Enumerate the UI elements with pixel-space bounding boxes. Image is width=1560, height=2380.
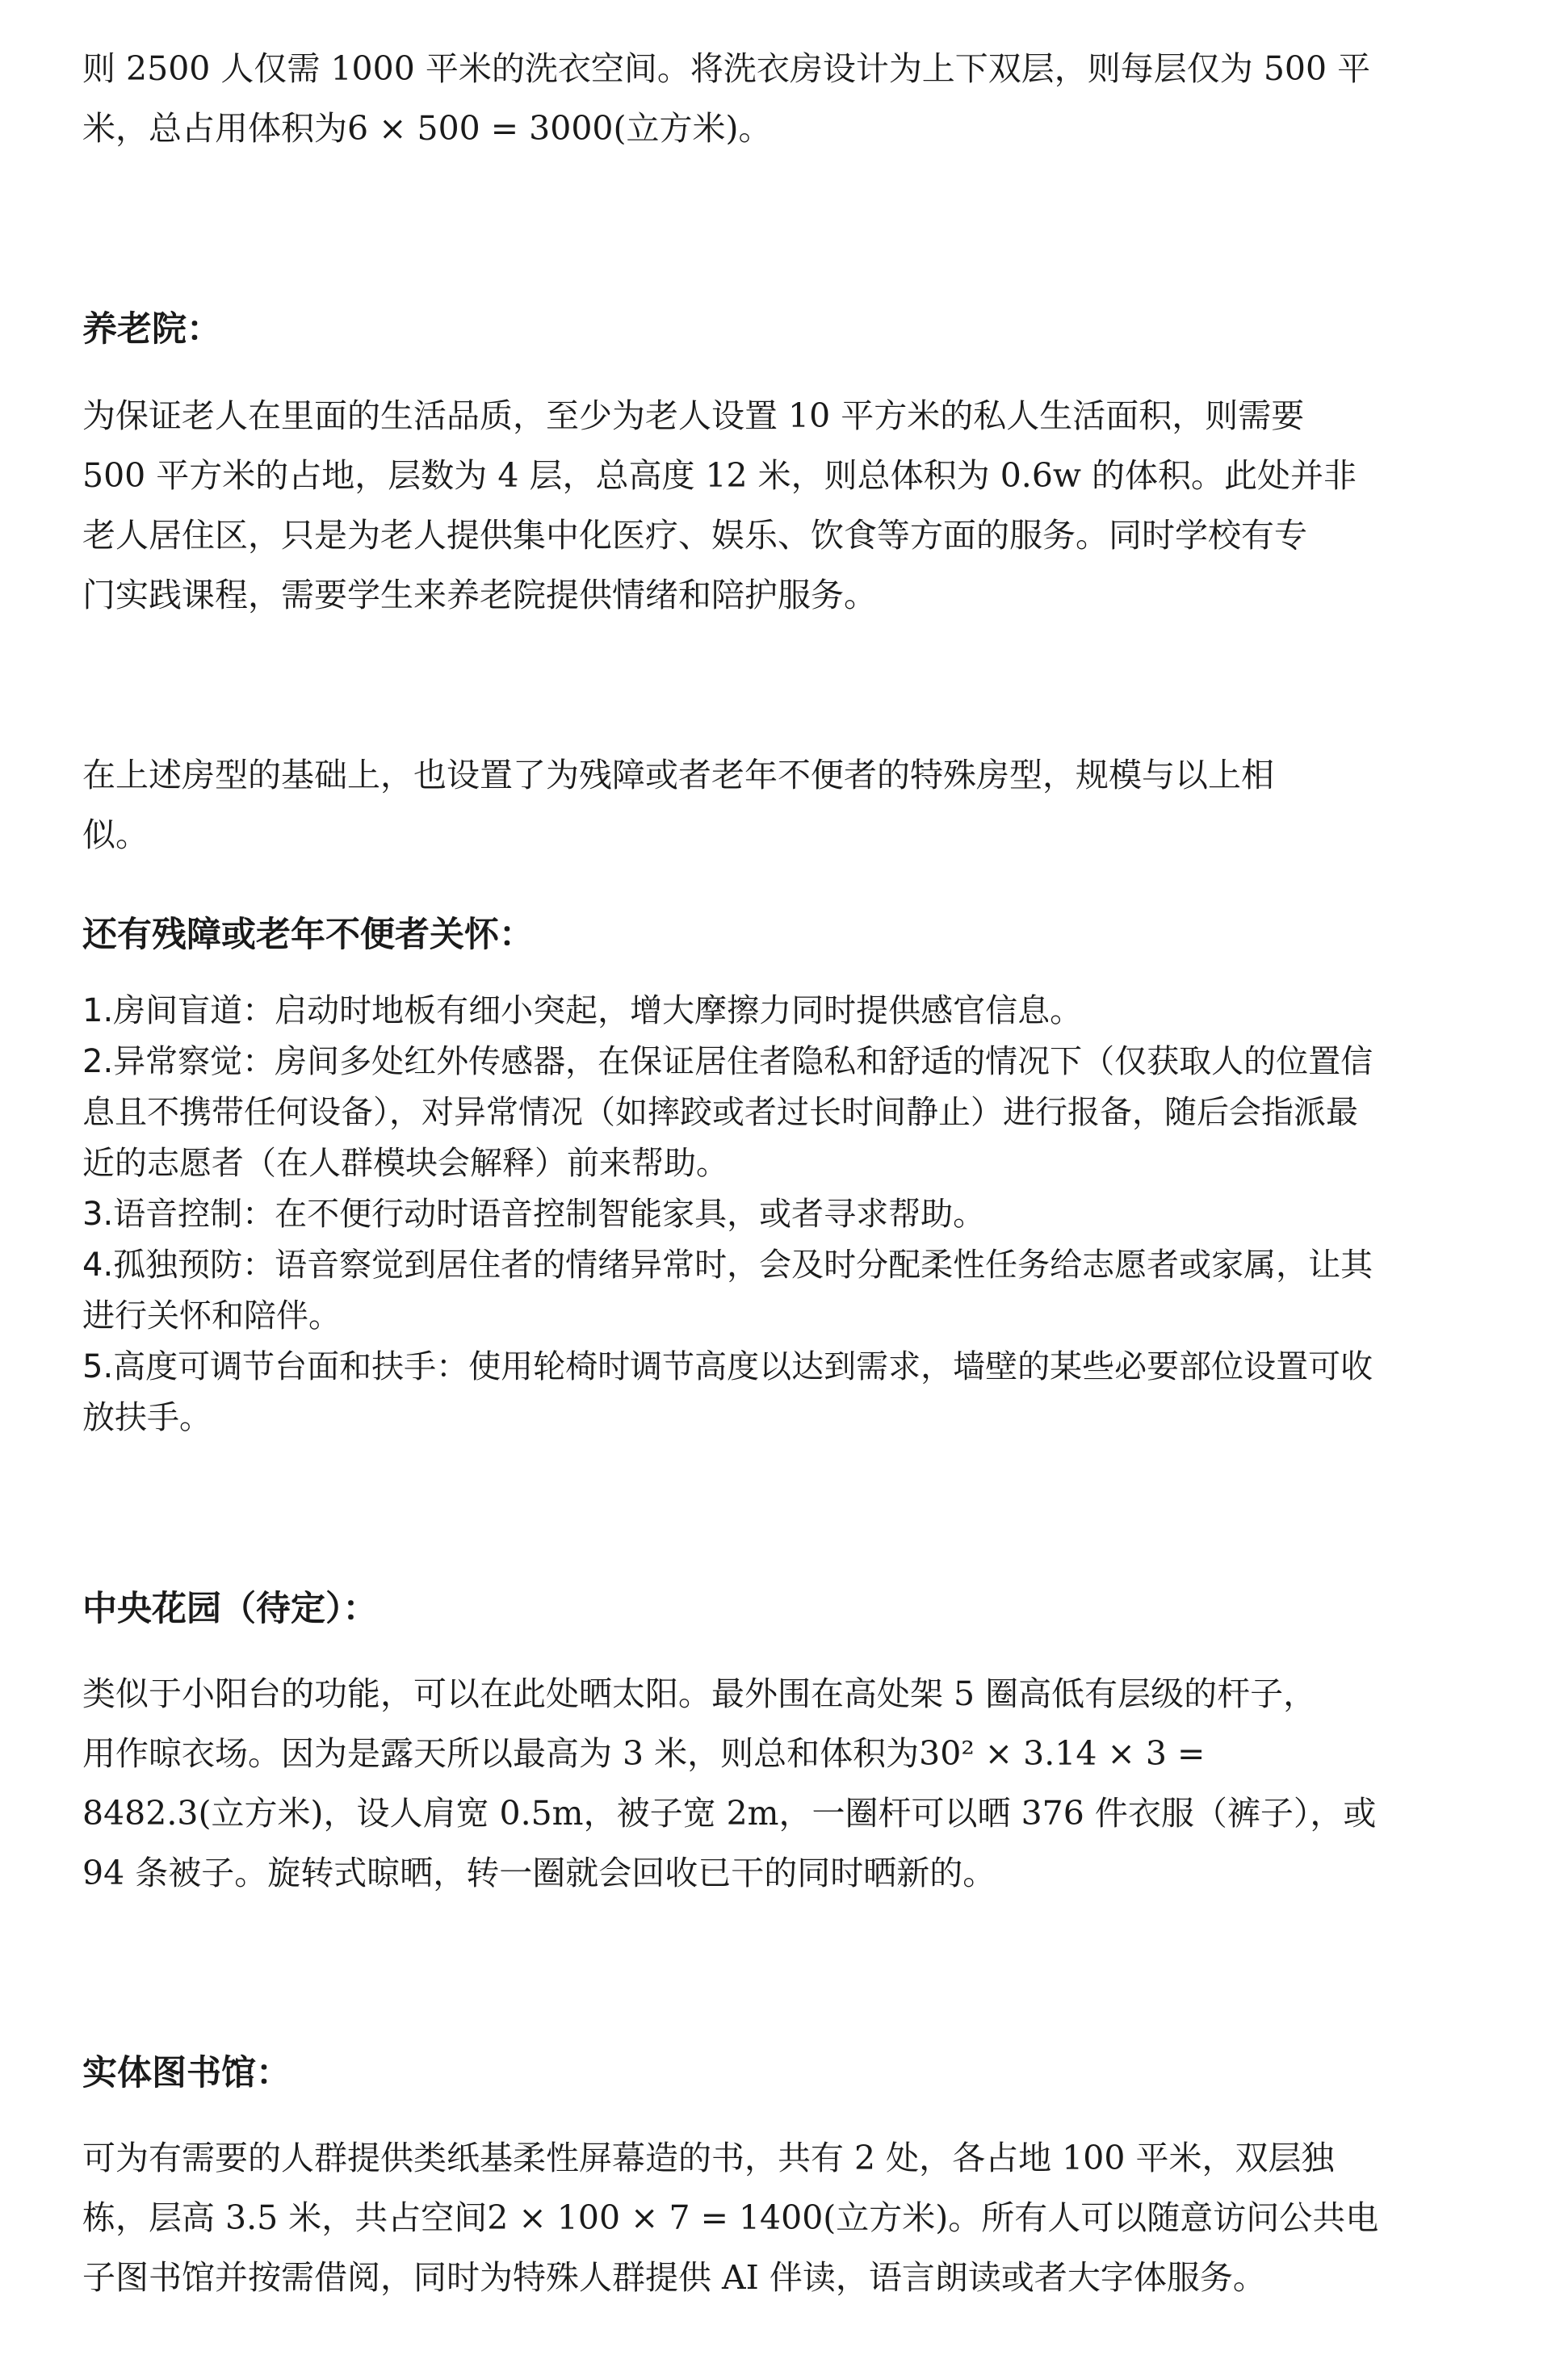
care-list-item: 息且不携带任何设备），对异常情况（如摔跤或者过长时间静止）进行报备，随后会指派最: [82, 1094, 1358, 1131]
care-list: [82, 986, 1552, 1444]
care-list-item: 进行关怀和陪伴。: [82, 1297, 341, 1335]
intro-paragraph: [82, 39, 1552, 158]
library-line: 栋，层高 3.5 米，共占空间2 × 100 × 7 = 1400(立方米)。所有人可以随意访问公共电: [82, 2198, 1379, 2237]
nursing-home-heading: 养老院：: [82, 309, 221, 350]
care-section: [82, 911, 1552, 959]
library-heading: 实体图书馆：: [82, 2053, 291, 2093]
garden-heading: 中央花园（待定）：: [82, 1589, 378, 1629]
care-list-item: 3.语音控制：在不便行动时语音控制智能家具，或者寻求帮助。: [82, 1196, 986, 1233]
garden-line: 类似于小阳台的功能，可以在此处晒太阳。最外围在高处架 5 圈高低有层级的杆子，: [82, 1674, 1317, 1713]
garden-line: 8482.3(立方米)，设人肩宽 0.5m，被子宽 2m，一圈杆可以晒 376 件衣服（裤子），或: [82, 1794, 1377, 1833]
garden-line: 用作晾衣场。因为是露天所以最高为 3 米，则总和体积为30² × 3.14 × 3 =: [82, 1734, 1206, 1773]
nursing-home-line: 为保证老人在里面的生活品质，至少为老人设置 10 平方米的私人生活面积，则需要: [82, 396, 1305, 435]
library-line: 子图书馆并按需借阅，同时为特殊人群提供 AI 伴读，语言朗读或者大字体服务。: [82, 2258, 1266, 2297]
nursing-home-line: 门实践课程，需要学生来养老院提供情绪和陪护服务。: [82, 576, 877, 614]
special-rooms-paragraph: [82, 745, 1552, 865]
nursing-home-line: 500 平方米的占地，层数为 4 层，总高度 12 米，则总体积为 0.6w 的体积。此处并非: [82, 456, 1357, 495]
care-list-item: 1.房间盲道：启动时地板有细小突起，增大摩擦力同时提供感官信息。: [82, 992, 1083, 1029]
library-line: 可为有需要的人群提供类纸基柔性屏幕造的书，共有 2 处，各占地 100 平米，双层独: [82, 2139, 1335, 2177]
garden-section: [82, 1585, 1552, 1633]
garden-paragraph: [82, 1664, 1552, 1903]
nursing-home-paragraph: [82, 386, 1552, 625]
special-rooms-line: 似。: [82, 815, 149, 854]
care-list-item: 5.高度可调节台面和扶手：使用轮椅时调节高度以达到需求，墙壁的某些必要部位设置可收: [82, 1348, 1373, 1385]
intro-line-2: 米，总占用体积为6 × 500 = 3000(立方米)。: [82, 109, 772, 148]
nursing-home-section: [82, 305, 1552, 354]
care-heading: 还有残障或老年不便者关怀：: [82, 915, 534, 955]
care-list-item: 近的志愿者（在人群模块会解释）前来帮助。: [82, 1145, 728, 1182]
nursing-home-line: 老人居住区，只是为老人提供集中化医疗、娱乐、饮食等方面的服务。同时学校有专: [82, 516, 1307, 555]
library-paragraph: [82, 2128, 1552, 2307]
garden-line: 94 条被子。旋转式晾晒，转一圈就会回收已干的同时晒新的。: [82, 1854, 996, 1892]
special-rooms-line: 在上述房型的基础上，也设置了为残障或者老年不便者的特殊房型，规模与以上相: [82, 756, 1274, 794]
intro-line-1: 则 2500 人仅需 1000 平米的洗衣空间。将洗衣房设计为上下双层，则每层仅为 500 平: [82, 49, 1371, 88]
care-list-item: 2.异常察觉：房间多处红外传感器，在保证居住者隐私和舒适的情况下（仅获取人的位置信: [82, 1043, 1373, 1080]
care-list-item: 放扶手。: [82, 1399, 212, 1436]
care-list-item: 4.孤独预防：语音察觉到居住者的情绪异常时，会及时分配柔性任务给志愿者或家属，让其: [82, 1247, 1373, 1284]
library-section: [82, 2049, 1552, 2097]
